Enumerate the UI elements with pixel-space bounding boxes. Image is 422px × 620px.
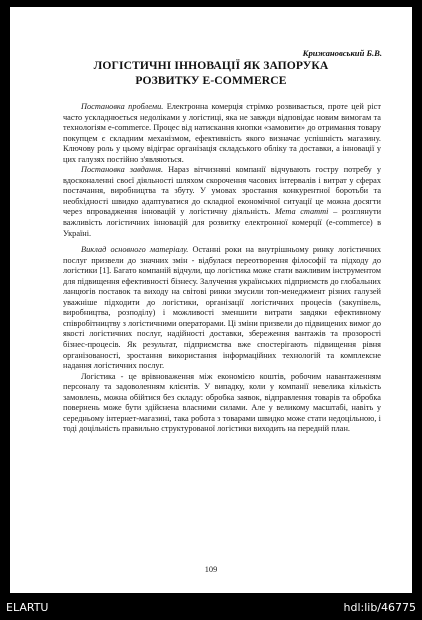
- paragraph-text: Електронна комерція стрімко розвивається, проте цей ріст часто ускладнюється недоліками у логістиці, яка не завжди відповідає новим вимогам та технологіям e-commerce. Процес від натискання кнопки «замовити» до отримання товару покупцем є складним механізмом, ефективність якого визначає успішність магазину. Ключову роль у цьому відіграє організація складського обліку та доставки, а інновації у цих галузях постійно з'являються.: [63, 102, 381, 164]
- paragraph-label-aim: Мета статті: [275, 207, 329, 217]
- paragraph-text: – розглянути важливість логістичних інновацій для розвитку електронної комерції (e-commerce) в Україні.: [63, 207, 382, 238]
- document-page: [10, 7, 412, 593]
- paragraph-main-material: [63, 245, 381, 372]
- article-title-line-1: ЛОГІСТИЧНІ ІННОВАЦІЇ ЯК ЗАПОРУКА: [93, 59, 329, 72]
- page-number: 109: [204, 565, 218, 574]
- paragraph-logistics: [63, 372, 381, 435]
- article-title-line-2: РОЗВИТКУ E-COMMERCE: [135, 74, 287, 87]
- paragraph-label: Постановка проблеми.: [81, 102, 164, 111]
- repository-name: ELARTU: [6, 601, 49, 614]
- article-body: [63, 102, 381, 435]
- paragraph-label: Постановка завдання.: [81, 165, 164, 175]
- paragraph-text: Нараз вітчизняні компанії відчувають гостру потребу у вдосконаленні своєї діяльності шляхом скорочення часових інтервалів і витрат у сферах постачання, виробництва та збуту. У умовах зростання конкурентної боротьби та необхідності швидко адаптуватися до складної економічної ситуації це можна досягти через впровадження інновацій у логістичну діяльність.: [63, 165, 381, 217]
- author-name: Крижановський Б.В.: [302, 48, 382, 58]
- paragraph-text: Логістика - це врівноваження між економією коштів, робочим навантаженням персоналу та задоволенням клієнтів. У випадку, коли у компанії невелика кількість замовлень, можна обійтися без складу: обробка заявок, відправлення товарів та обробка повернень може бути здійснена власними силами. Але у великому масштабі, навіть у середньому інтернет-магазині, така робота з товарами швидко може стати недоцільною, і тоді доцільність правильно структурованої логістики виходить на передній план.: [63, 371, 381, 434]
- paragraph-task-statement: [63, 165, 381, 239]
- paragraph-text: Останні роки на внутрішньому ринку логістичних послуг призвели до значних змін - відбулася переотворення філософії та підходу до логістики [1]. Багато компаній відчули, що логістика може стати важливим інструментом для підвищення ефективності бізнесу. Залучення українських підприємств до глобальних ланцюгів поставок та виходу на світові ринки змусили топ-менеджмент різних галузей уважніше підходити до логістики, організації логістичних процесів (закупівель, виробництва, розподілу) і можливості зменшити витрати завдяки ефективному співробітництву з логістичними операторами. Ці зміни призвели до підвищених вимог до якості логістичних послуг, надійності доставки, збереження вантажів та прозорості бізнес-процесів. Як результат, підприємства вже спостерігають підвищення рівня організованості, зростання використання інформаційних технологій та комплексне надання логістичних послуг.: [63, 245, 381, 371]
- footer-bar: [0, 593, 422, 620]
- paragraph-problem-statement: [63, 102, 381, 165]
- handle-identifier: hdl:lib/46775: [343, 601, 416, 614]
- paragraph-label: Виклад основного матеріалу.: [81, 245, 189, 255]
